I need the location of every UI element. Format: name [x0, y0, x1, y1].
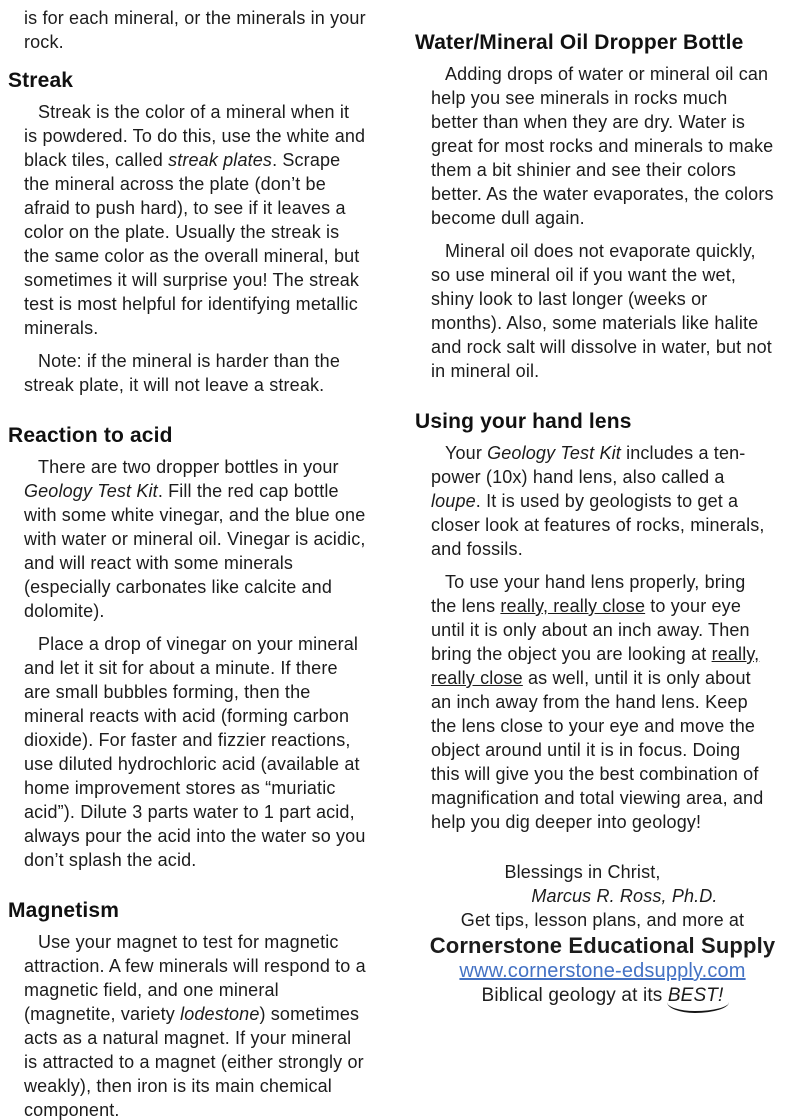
closing-tips: Get tips, lesson plans, and more at [460, 910, 745, 930]
brand-name: Cornerstone Educational Supply [429, 933, 776, 958]
tagline: Biblical geology at its BEST! [481, 985, 724, 1006]
paragraph-water-1: Adding drops of water or mineral oil can help you see minerals in rocks much better than when they are dry. Water is great for most rocks and minerals to make them a bit shinier and see their colors better. As the water evaporates, the colors become dull again. [431, 64, 774, 228]
paragraph-acid-1: There are two dropper bottles in your Geology Test Kit. Fill the red cap bottle with some white vinegar, and the blue one with water or mineral oil. Vinegar is acidic, and will react with some minerals (especially carbonates like calcite and dolomite). [24, 457, 366, 621]
paragraph-magnetism: Use your magnet to test for magnetic attraction. A few minerals will respond to a magnetic field, and one mineral (magnetite, variety lodestone) sometimes acts as a natural magnet. If your mineral is attracted to a magnet (either strongly or weakly), then iron is its main chemical component. [24, 932, 366, 1120]
left-column [8, 6, 383, 1120]
section-heading-water-mineral-oil: Water/Mineral Oil Dropper Bottle [415, 31, 744, 54]
paragraph-streak-note: Note: if the mineral is harder than the streak plate, it will not leave a streak. [24, 351, 341, 395]
right-column [415, 6, 790, 1120]
paragraph-lens-2: To use your hand lens properly, bring the lens really, really close to your eye until it is only about an inch away. Then bring the object you are looking at really, really close as well, until it is only about an inch away from the hand lens. Keep the lens close to your eye and move the object around until it is in focus. Doing this will give you the best combination of magnification and total viewing area, and help you dig deeper into geology! [431, 572, 764, 832]
section-heading-streak: Streak [8, 69, 74, 92]
section-heading-hand-lens: Using your hand lens [415, 410, 632, 433]
closing-blessing: Blessings in Christ, [504, 862, 661, 882]
paragraph-lens-1: Your Geology Test Kit includes a ten-power (10x) hand lens, also called a loupe. It is used by geologists to get a closer look at features of rocks, minerals, and fossils. [431, 443, 765, 559]
website-link[interactable]: www.cornerstone-edsupply.com [459, 960, 746, 982]
paragraph-streak-1: Streak is the color of a mineral when it is powdered. To do this, use the white and black tiles, called streak plates. Scrape the mineral across the plate (don’t be afraid to push hard), to see if it leaves a color on the plate. Usually the streak is the same color as the overall mineral, but sometimes it will surprise you! The streak test is most helpful for identifying metallic minerals. [24, 102, 366, 338]
section-heading-magnetism: Magnetism [8, 899, 120, 922]
closing-signature: Marcus R. Ross, Ph.D. [531, 886, 718, 906]
paragraph-acid-2: Place a drop of vinegar on your mineral and let it sit for about a minute. If there are small bubbles forming, then the mineral reacts with acid (forming carbon dioxide). For faster and fizzier reactions, use diluted hydrochloric acid (available at home improvement stores as “muriatic acid”). Dilute 3 parts water to 1 part acid, always pour the acid into the water so you don’t splash the acid. [24, 634, 366, 870]
section-heading-reaction-to-acid: Reaction to acid [8, 424, 173, 447]
website-link-line [415, 959, 790, 984]
paragraph-water-2: Mineral oil does not evaporate quickly, so use mineral oil if you want the wet, shiny look to last longer (weeks or months). Also, some materials like halite and rock salt will dissolve in water, but not in mineral oil. [431, 241, 772, 381]
paragraph-intro-continuation: is for each mineral, or the minerals in your rock. [24, 8, 366, 52]
closing-block [415, 860, 790, 1008]
